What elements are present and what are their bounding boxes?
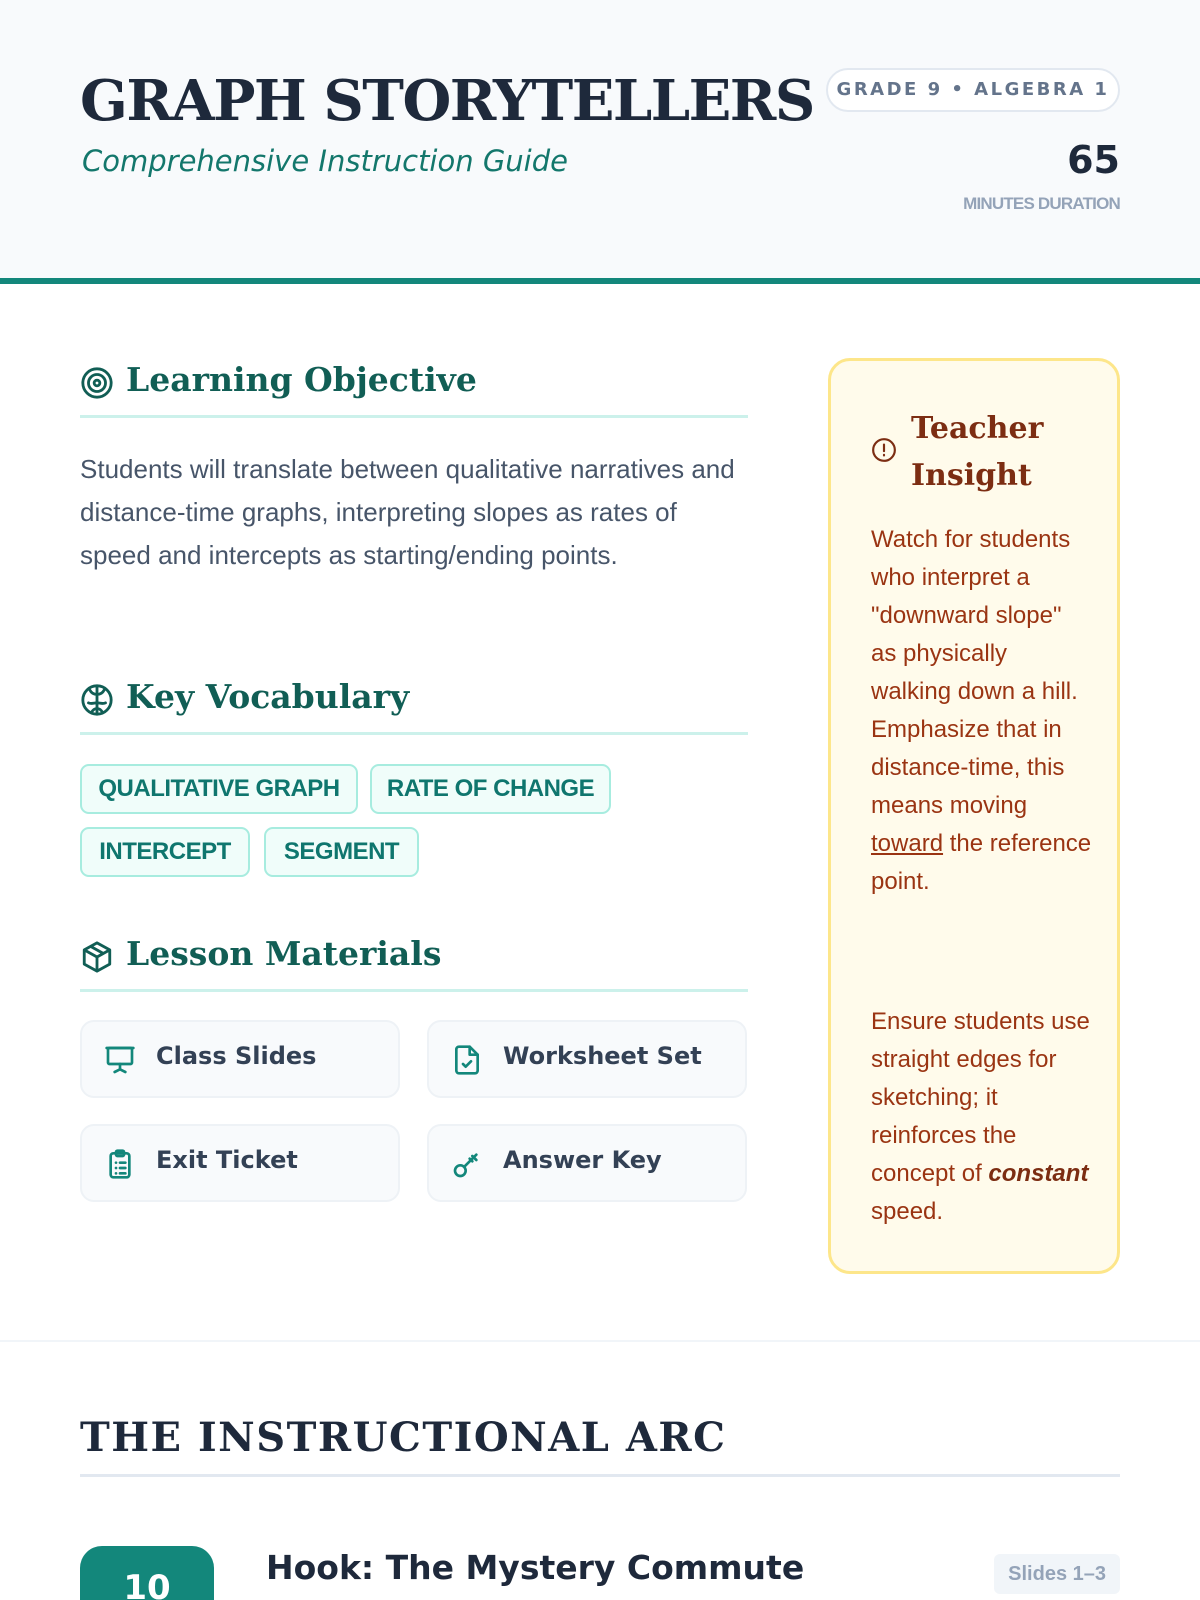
insight-heading: Teacher Insight: [911, 411, 1044, 493]
material-answer-key[interactable]: [427, 1124, 747, 1202]
material-label: Answer Key: [503, 1146, 662, 1174]
objective-text: Students will translate between qualitative narratives and distance-time graphs, interpreting slopes as rates of speed and intercepts as starting/ending points.: [80, 454, 735, 570]
duration-label: MINUTES DURATION: [963, 194, 1120, 213]
objective-section-header: [80, 360, 748, 418]
vocabulary-section-header: [80, 677, 748, 735]
insight-paragraph-1: Watch for students who interpret a "downward slope" as physically walking down a hill. Emphasize that in distance-time, this means moving toward the reference point.: [871, 526, 1092, 895]
material-label: Class Slides: [156, 1042, 317, 1070]
insight-paragraph-2: Ensure students use straight edges for sketching; it reinforces the concept of constant speed.: [871, 1008, 1090, 1225]
step-title: Hook: The Mystery Commute: [266, 1548, 805, 1587]
page-subtitle: Comprehensive Instruction Guide: [82, 144, 568, 178]
vocab-chip: QUALITATIVE GRAPH: [80, 764, 358, 814]
brain-icon: [80, 683, 114, 717]
presentation-icon: [104, 1044, 136, 1076]
key-icon: [451, 1148, 483, 1180]
vocab-chip: SEGMENT: [264, 827, 419, 877]
materials-section-header: [80, 934, 748, 992]
emphasis-toward: toward: [871, 830, 944, 857]
vocabulary-heading: Key Vocabulary: [126, 677, 410, 716]
teacher-insight-card: [828, 358, 1120, 1274]
material-label: Exit Ticket: [156, 1146, 298, 1174]
emphasis-constant: constant: [988, 1160, 1089, 1187]
step-slides-badge: Slides 1–3: [994, 1554, 1120, 1594]
material-class-slides[interactable]: [80, 1020, 400, 1098]
page-header: [0, 0, 1200, 284]
alert-circle-icon: [871, 437, 897, 463]
materials-heading: Lesson Materials: [126, 934, 442, 973]
clipboard-list-icon: [104, 1148, 136, 1180]
grade-badge: GRADE 9 • ALGEBRA 1: [826, 68, 1120, 112]
page-title: GRAPH STORYTELLERS: [80, 68, 814, 134]
material-label: Worksheet Set: [503, 1042, 702, 1070]
arc-title: THE INSTRUCTIONAL ARC: [80, 1414, 727, 1461]
package-icon: [80, 940, 114, 974]
objective-heading: Learning Objective: [126, 360, 477, 399]
step-minutes-badge: 10: [80, 1546, 214, 1600]
target-icon: [80, 366, 114, 400]
vocab-chip: RATE OF CHANGE: [370, 764, 611, 814]
duration-value: 65: [1067, 138, 1120, 182]
file-check-icon: [451, 1044, 483, 1076]
vocab-chip: INTERCEPT: [80, 827, 250, 877]
material-exit-ticket[interactable]: [80, 1124, 400, 1202]
arc-title-underline: [80, 1474, 1120, 1477]
section-divider: [0, 1340, 1200, 1342]
material-worksheet-set[interactable]: [427, 1020, 747, 1098]
